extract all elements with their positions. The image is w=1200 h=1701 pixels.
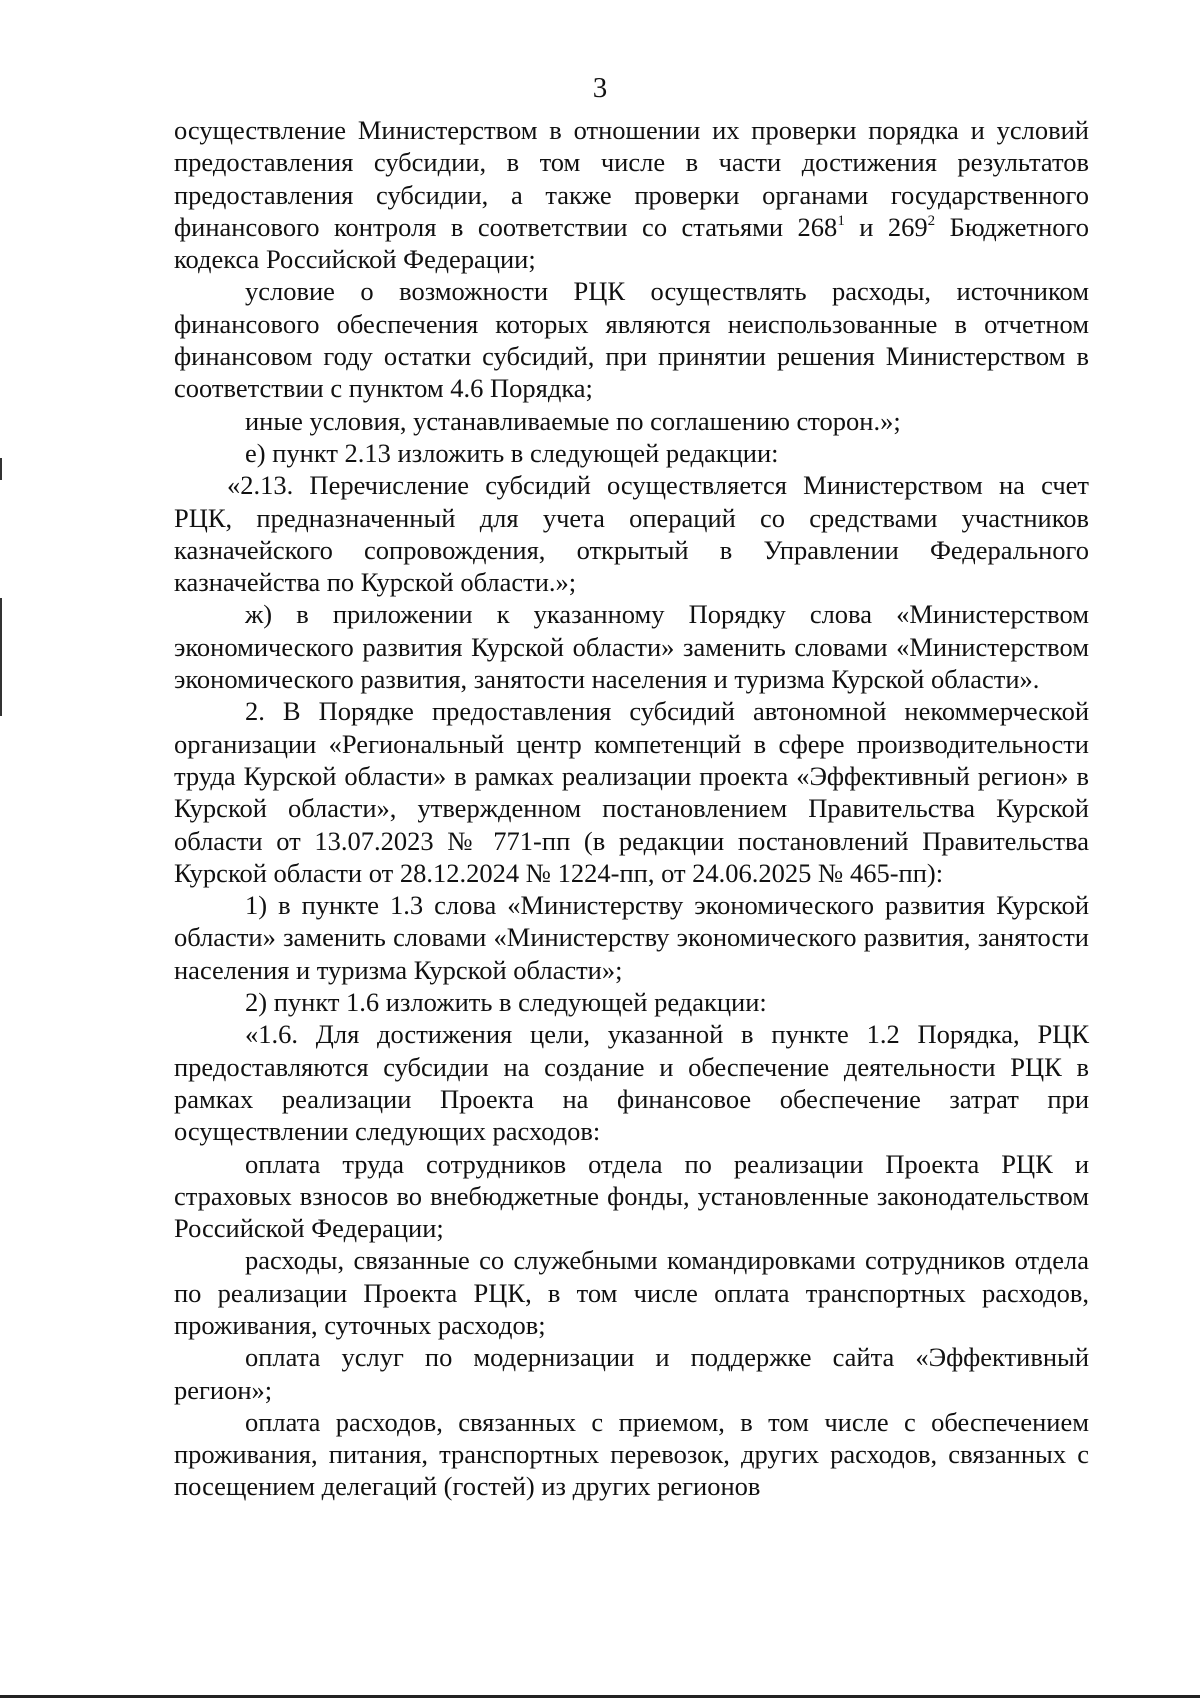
text-segment: оплата труда сотрудников отдела по реализации Проекта РЦК и страховых взносов во внебюджетные фонды, установленные законодательством Российской Федерации; — [174, 1148, 1089, 1244]
text-segment: Бюджетного кодекса Российской Федерации; — [174, 211, 1089, 275]
scan-bottom-edge — [0, 1695, 1200, 1698]
text-segment: «1.6. Для достижения цели, указанной в пункте 1.2 Порядка, РЦК предоставляются субсидии на создание и обеспечение деятельности РЦК в рамках реализации Проекта на финансовое обеспечение затрат при осуществлении следующих расходов: — [174, 1019, 1089, 1147]
text-segment: осуществление Министерством в отношении их проверки порядка и условий предоставления субсидии, в том числе в части достижения результатов предоставления субсидии, а также проверки органами государственного финансового контроля в соответствии со статьями 268 — [174, 115, 1089, 242]
paragraph-p13 — [174, 1341, 1089, 1406]
text-segment: оплата расходов, связанных с приемом, в том числе с обеспечением проживания, питания, транспортных перевозок, других расходов, связанных с посещением делегаций (гостей) из других регионов — [174, 1406, 1089, 1502]
text-segment: 2. В Порядке предоставления субсидий автономной некоммерческой организации «Региональный центр компетенций в сфере производительности труда Курской области» в рамках реализации проекта «Эффективный регион» в Курской области», утвержденном постановлением Правительства Курской области от 13.07.2023 № 771-пп (в редакции постановлений Правительства Курской области от 28.12.2024 № 1224-пп, от 24.06.2025 № 465-пп): — [174, 696, 1089, 888]
paragraph-p2 — [174, 275, 1089, 404]
paragraph-p10 — [174, 1018, 1089, 1147]
paragraph-p14 — [174, 1406, 1089, 1503]
paragraph-p8 — [174, 889, 1089, 986]
text-segment: е) пункт 2.13 изложить в следующей редакции: — [245, 437, 779, 468]
text-segment: ж) в приложении к указанному Порядку слова «Министерством экономического развития Курской области» заменить словами «Министерством экономического развития, занятости населения и туризма Курской области». — [174, 599, 1089, 695]
text-segment: оплата услуг по модернизации и поддержке сайта «Эффективный регион»; — [174, 1342, 1089, 1405]
text-segment: и 269 — [844, 211, 928, 242]
text-segment: «2.13. Перечисление субсидий осуществляется Министерством на счет РЦК, предназначенный для учета операций со средствами участников казначейского сопровождения, открытый в Управлении Федерального казначейства по Курской области.»; — [174, 470, 1089, 598]
text-segment: 1) в пункте 1.3 слова «Министерству экономического развития Курской области» заменить словами «Министерству экономического развития, занятости населения и туризма Курской области»; — [174, 890, 1089, 985]
superscript: 2 — [927, 212, 936, 229]
page-number: 3 — [592, 72, 608, 104]
scan-edge-mark-middle — [0, 598, 2, 716]
paragraph-p7 — [174, 695, 1089, 889]
paragraph-p12 — [174, 1244, 1089, 1341]
paragraph-p3 — [174, 405, 1089, 437]
paragraph-p1 — [174, 114, 1089, 275]
paragraph-p4 — [174, 437, 1089, 469]
superscript: 1 — [837, 212, 845, 229]
scan-edge-mark-top — [0, 458, 2, 480]
paragraph-p9 — [174, 986, 1089, 1018]
paragraph-p11 — [174, 1148, 1089, 1245]
text-segment: условие о возможности РЦК осуществлять расходы, источником финансового обеспечения которых являются неиспользованные в отчетном финансовом году остатки субсидий, при принятии решения Министерством в соответствии с пунктом 4.6 Порядка; — [174, 276, 1089, 404]
text-segment: расходы, связанные со служебными командировками сотрудников отдела по реализации Проекта РЦК, в том числе оплата транспортных расходов, проживания, суточных расходов; — [174, 1245, 1089, 1340]
text-segment: иные условия, устанавливаемые по соглашению сторон.»; — [245, 405, 901, 436]
paragraph-p5 — [174, 469, 1089, 598]
paragraph-p6 — [174, 598, 1089, 695]
text-segment: 2) пункт 1.6 изложить в следующей редакции: — [245, 987, 767, 1018]
document-body — [174, 114, 1089, 1503]
